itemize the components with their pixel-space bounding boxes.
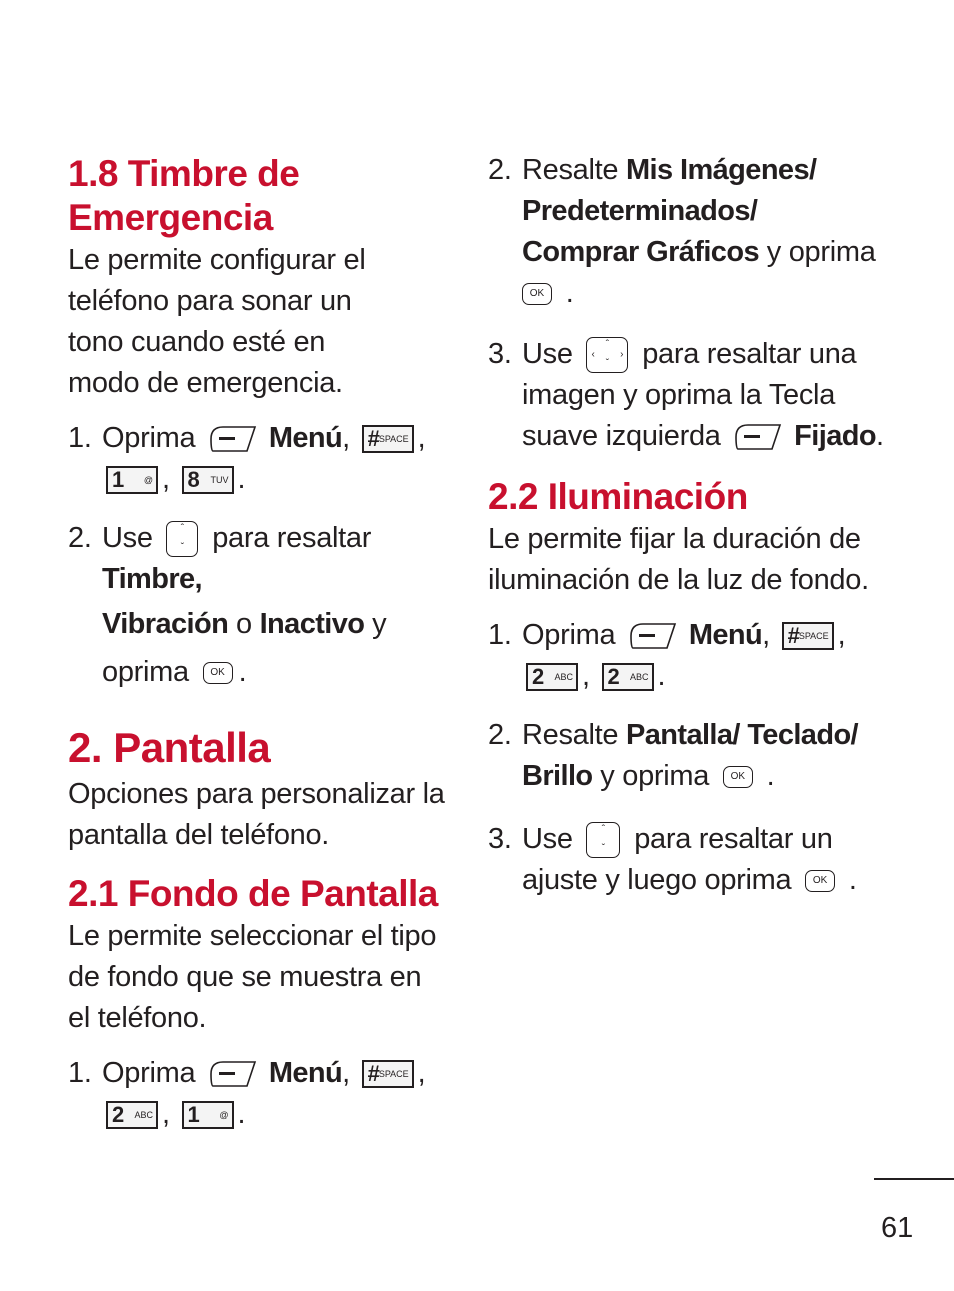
one-key-icon: 1 @ xyxy=(106,466,158,494)
right-column xyxy=(488,150,928,901)
hash-space-key-icon: # SPACE xyxy=(782,622,834,650)
section-title-2-2: 2.2 Iluminación xyxy=(488,476,748,517)
step-2-1-3: 3. Use ˆ ˇ ‹ › para resaltar una imagen y oprima la Tecla suave izquierda Fijado. xyxy=(488,338,884,452)
hash-space-key-icon: # SPACE xyxy=(362,425,414,453)
ok-key-icon: OK xyxy=(805,870,835,892)
step-2-1-2: 2. Resalte Mis Imágenes/ Predeterminados/ Comprar Gráficos y oprima OK . xyxy=(488,154,876,309)
section-desc-2: Opciones para personalizar la pantalla del teléfono. xyxy=(68,778,445,851)
left-softkey-icon xyxy=(207,423,257,455)
section-title-1-8: 1.8 Timbre de Emergencia xyxy=(68,153,300,238)
section-desc-1-8: Le permite configurar el teléfono para sonar un tono cuando esté en modo de emergencia. xyxy=(68,244,366,399)
left-softkey-icon xyxy=(627,620,677,652)
nav-up-down-icon: ˆ ˇ xyxy=(166,521,198,557)
section-title-2: 2. Pantalla xyxy=(68,724,271,771)
step-2-2-3: 3. Use ˆ ˇ para resaltar un ajuste y luego oprima OK . xyxy=(488,823,857,896)
one-key-icon: 1 @ xyxy=(182,1101,234,1129)
two-key-icon: 2 ABC xyxy=(526,663,578,691)
eight-key-icon: 8 TUV xyxy=(182,466,234,494)
two-key-icon: 2 ABC xyxy=(602,663,654,691)
step-1-8-1: 1. Oprima Menú, # SPACE , 1 @ , 8 TUV . xyxy=(68,422,426,495)
ok-key-icon: OK xyxy=(522,283,552,305)
section-desc-2-1: Le permite seleccionar el tipo de fondo que se muestra en el teléfono. xyxy=(68,920,437,1034)
nav-up-down-icon: ˆ ˇ xyxy=(586,822,620,858)
section-desc-2-2: Le permite fijar la duración de iluminación de la luz de fondo. xyxy=(488,523,869,596)
ok-key-icon: OK xyxy=(723,766,753,788)
left-softkey-icon xyxy=(207,1058,257,1090)
left-softkey-icon xyxy=(732,421,782,453)
step-1-8-2: 2. Use ˆ ˇ para resaltar Timbre, Vibración o Inactivo y oprima OK . xyxy=(68,522,387,688)
nav-four-way-icon: ˆ ˇ ‹ › xyxy=(586,337,628,373)
page-number: 61 xyxy=(881,1212,914,1244)
step-2-2-2: 2. Resalte Pantalla/ Teclado/ Brillo y oprima OK . xyxy=(488,719,859,792)
ok-key-icon: OK xyxy=(203,662,233,684)
step-2-2-1: 1. Oprima Menú, # SPACE , 2 ABC , 2 ABC . xyxy=(488,619,846,692)
left-column xyxy=(68,152,468,1135)
section-title-2-1: 2.1 Fondo de Pantalla xyxy=(68,873,438,914)
step-2-1-1: 1. Oprima Menú, # SPACE , 2 ABC , 1 @ . xyxy=(68,1057,426,1130)
two-key-icon: 2 ABC xyxy=(106,1101,158,1129)
footer-rule xyxy=(874,1178,954,1180)
hash-space-key-icon: # SPACE xyxy=(362,1060,414,1088)
